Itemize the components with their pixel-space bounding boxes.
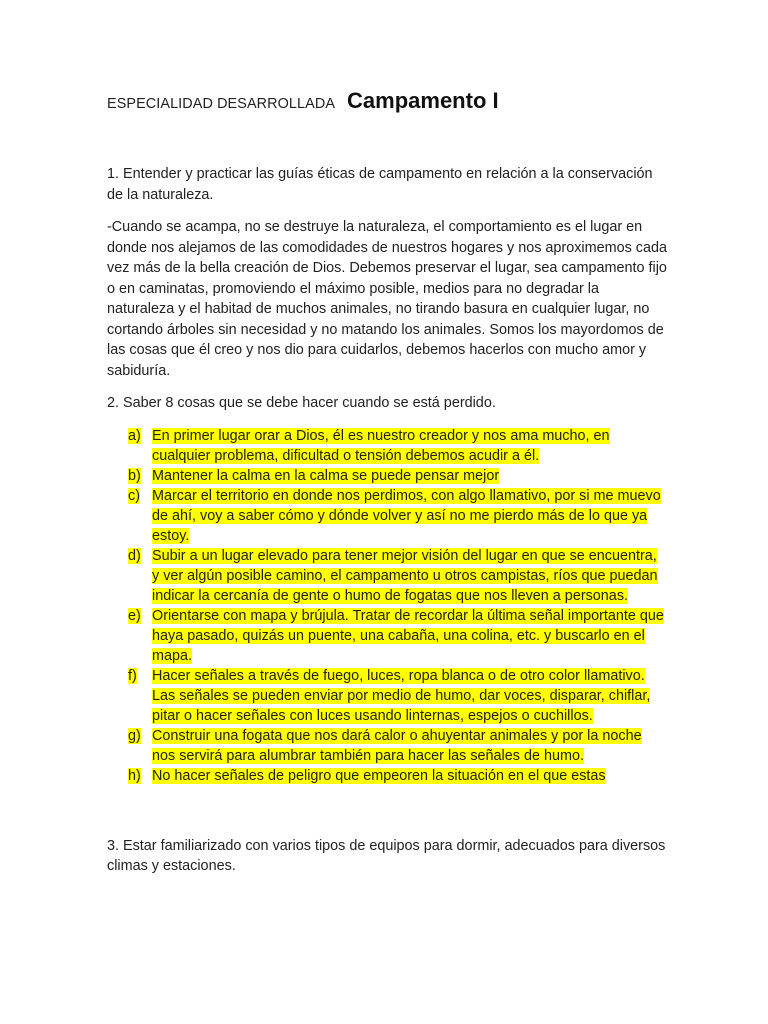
list-item-text: Hacer señales a través de fuego, luces, ropa blanca o de otro color llamativo. Las señales se pueden enviar por medio de humo, dar voces, disparar, chiflar, pitar o hacer señales con luces usando linternas, espejos o cuchillos. — [152, 667, 651, 724]
list-item-text: En primer lugar orar a Dios, él es nuestro creador y nos ama mucho, en cualquier problema, dificultad o tensión debemos acudir a él. — [152, 427, 610, 464]
list-item — [107, 606, 667, 666]
list-marker: h) — [128, 767, 141, 784]
list-marker: d) — [128, 547, 141, 564]
list-marker: b) — [128, 467, 141, 484]
list-marker: a) — [128, 427, 141, 444]
list-item-text: Orientarse con mapa y brújula. Tratar de recordar la última señal importante que haya pasado, quizás un puente, una cabaña, una colina, etc. y buscarlo en el mapa. — [152, 607, 664, 664]
list-item-text: Subir a un lugar elevado para tener mejor visión del lugar en que se encuentra, y ver algún posible camino, el campamento u otros campistas, ríos que puedan indicar la cercanía de gente o humo de fogatas que nos lleven a personas. — [152, 547, 658, 604]
document-header — [107, 88, 667, 114]
list-item — [107, 486, 667, 546]
list-marker: f) — [128, 667, 137, 684]
question-2: 2. Saber 8 cosas que se debe hacer cuando se está perdido. — [107, 395, 496, 411]
question-3: 3. Estar familiarizado con varios tipos de equipos para dormir, adecuados para diversos climas y estaciones. — [107, 837, 666, 874]
list-item — [107, 766, 667, 786]
document-title: Campamento I — [347, 88, 499, 113]
specialty-label: ESPECIALIDAD DESARROLLADA — [107, 96, 336, 112]
document-page — [107, 88, 667, 877]
list-item-text: Construir una fogata que nos dará calor o ahuyentar animales y por la noche nos servirá para alumbrar también para hacer las señales de humo. — [152, 727, 642, 764]
list-marker: g) — [128, 727, 141, 744]
list-item — [107, 726, 667, 766]
answer-1: -Cuando se acampa, no se destruye la naturaleza, el comportamiento es el lugar en donde nos alejamos de las comodidades de nuestros hogares y nos aproximemos cada vez más de la bella creación de Dios. Debemos preservar el lugar, sea campamento fijo o en caminatas, promoviendo el máximo posible, medios para no degradar la naturaleza y el habitad de muchos animales, no tirando basura en cualquier lugar, no cortando árboles sin necesidad y no matando los animales. Somos los mayordomos de las cosas que él creo y nos dio para cuidarlos, debemos hacerlos con mucho amor y sabiduría. — [107, 219, 667, 379]
list-item — [107, 546, 667, 606]
list-item — [107, 426, 667, 466]
lost-steps-list — [107, 426, 667, 786]
list-item-text: Mantener la calma en la calma se puede pensar mejor — [152, 467, 500, 484]
list-item-text: No hacer señales de peligro que empeoren la situación en el que estas — [152, 767, 606, 784]
list-marker: c) — [128, 487, 140, 504]
list-item-text: Marcar el territorio en donde nos perdimos, con algo llamativo, por si me muevo de ahí, voy a saber cómo y dónde volver y así no me pierdo más de lo que ya estoy. — [152, 487, 661, 544]
list-item — [107, 666, 667, 726]
question-1: 1. Entender y practicar las guías éticas de campamento en relación a la conservación de la naturaleza. — [107, 166, 653, 203]
list-item — [107, 466, 667, 486]
list-marker: e) — [128, 607, 141, 624]
